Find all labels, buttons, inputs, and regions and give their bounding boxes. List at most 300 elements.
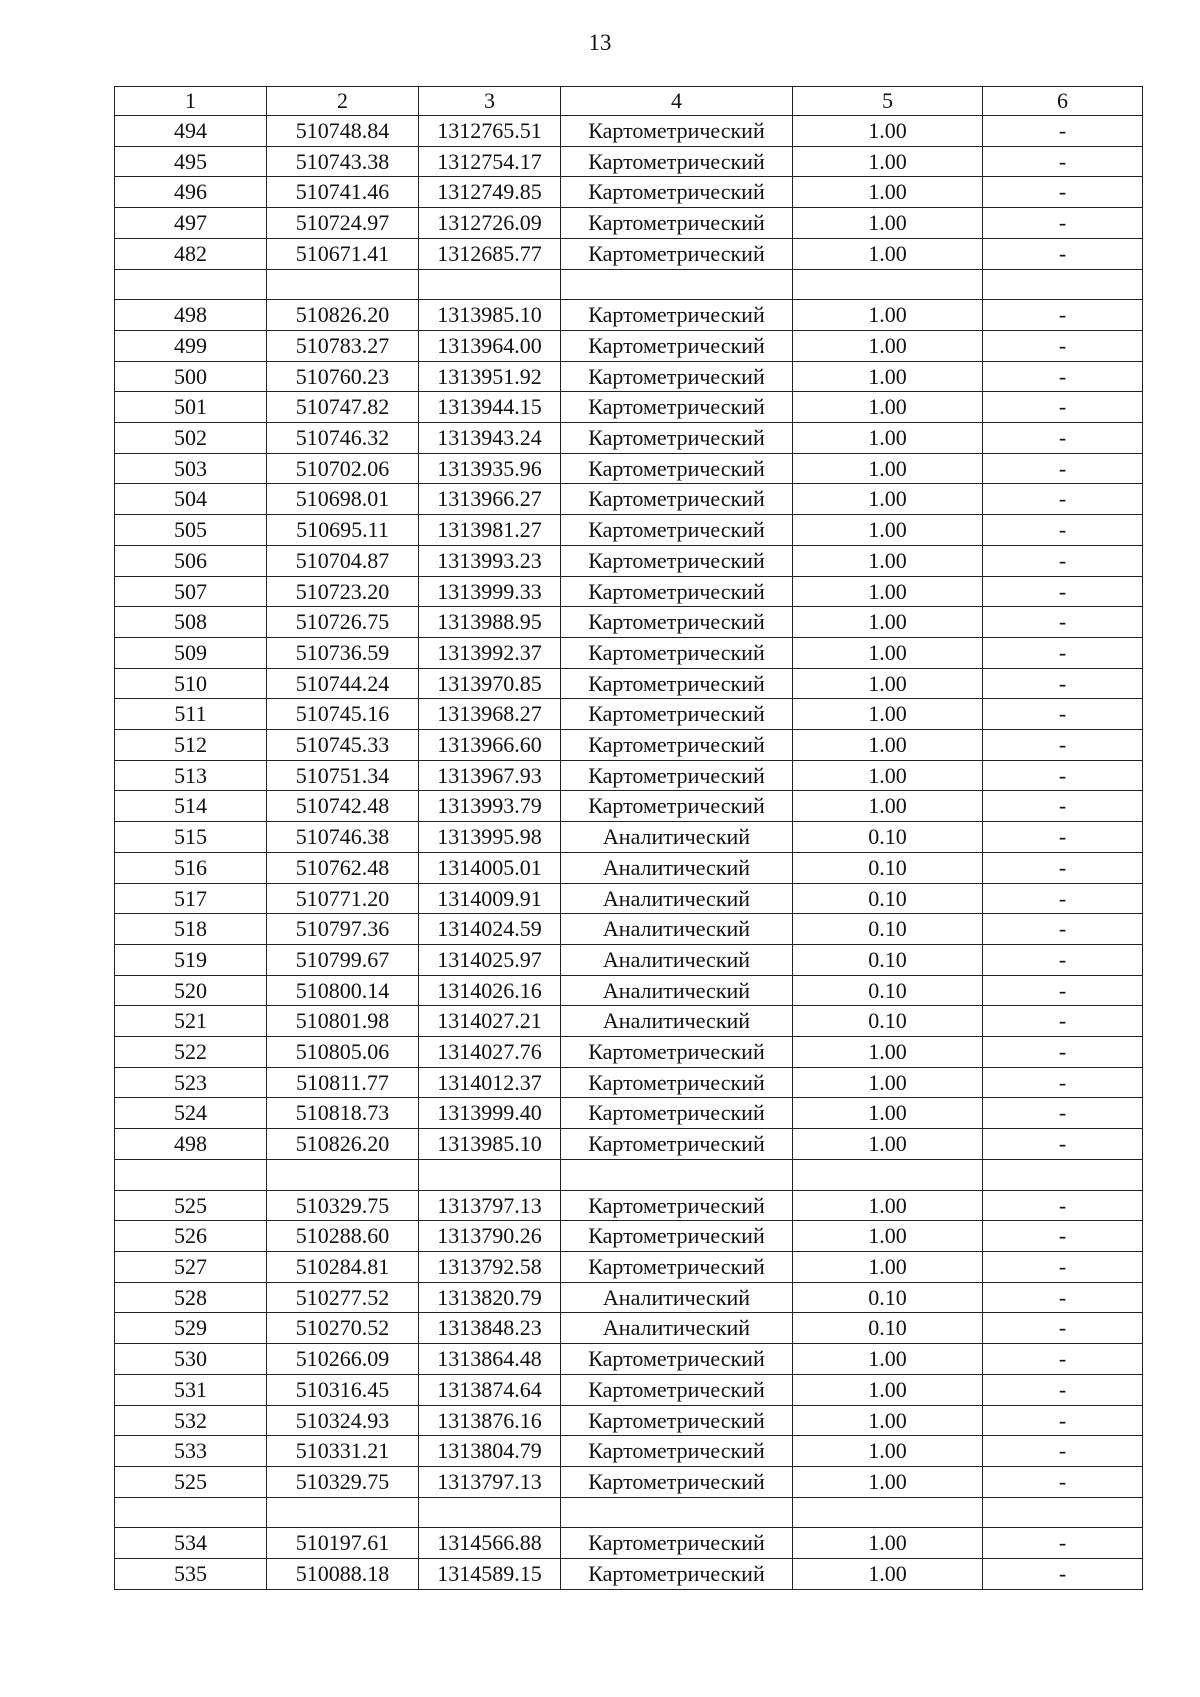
table-cell: Картометрический <box>561 1129 793 1160</box>
header-cell: 6 <box>983 87 1143 116</box>
table-cell: 533 <box>115 1436 267 1467</box>
table-cell: Картометрический <box>561 330 793 361</box>
table-cell: 499 <box>115 330 267 361</box>
table-cell: - <box>983 576 1143 607</box>
table-cell: 510741.46 <box>267 177 419 208</box>
table-row <box>115 914 1143 945</box>
table-cell: - <box>983 1129 1143 1160</box>
table-cell <box>793 1497 983 1528</box>
table-cell: Картометрический <box>561 300 793 331</box>
table-cell: - <box>983 1006 1143 1037</box>
table-cell: 1.00 <box>793 116 983 147</box>
table-cell: 532 <box>115 1405 267 1436</box>
table-row <box>115 392 1143 423</box>
table-cell: Картометрический <box>561 668 793 699</box>
table-cell: 509 <box>115 637 267 668</box>
table-cell: 500 <box>115 361 267 392</box>
table-cell: 535 <box>115 1559 267 1590</box>
table-cell <box>983 1159 1143 1190</box>
table-cell: 1.00 <box>793 423 983 454</box>
table-cell: 1.00 <box>793 699 983 730</box>
table-cell: 510805.06 <box>267 1037 419 1068</box>
table-row <box>115 944 1143 975</box>
table-cell: Картометрический <box>561 1559 793 1590</box>
table-cell: 1.00 <box>793 177 983 208</box>
table-cell: 524 <box>115 1098 267 1129</box>
table-cell: Картометрический <box>561 177 793 208</box>
table-cell: 501 <box>115 392 267 423</box>
table-cell: 1.00 <box>793 1405 983 1436</box>
table-cell: 1314025.97 <box>419 944 561 975</box>
table-row <box>115 1374 1143 1405</box>
table-cell: 1314024.59 <box>419 914 561 945</box>
table-cell: 0.10 <box>793 822 983 853</box>
page-number: 13 <box>588 30 612 55</box>
table-cell: 1313995.98 <box>419 822 561 853</box>
table-cell: - <box>983 1528 1143 1559</box>
table-cell: - <box>983 637 1143 668</box>
table-cell: 0.10 <box>793 852 983 883</box>
table-cell: Аналитический <box>561 1313 793 1344</box>
table-cell: 510724.97 <box>267 208 419 239</box>
table-cell: 1314027.76 <box>419 1037 561 1068</box>
table-cell: - <box>983 914 1143 945</box>
table-cell: 510751.34 <box>267 760 419 791</box>
table-cell: Картометрический <box>561 1037 793 1068</box>
table-cell: 1.00 <box>793 238 983 269</box>
table-cell: 510742.48 <box>267 791 419 822</box>
table-cell: 1313968.27 <box>419 699 561 730</box>
table-cell: Картометрический <box>561 637 793 668</box>
table-cell <box>419 1159 561 1190</box>
table-cell: 530 <box>115 1344 267 1375</box>
table-row <box>115 822 1143 853</box>
table-cell: 510746.38 <box>267 822 419 853</box>
table-cell: - <box>983 607 1143 638</box>
header-cell: 1 <box>115 87 267 116</box>
table-row <box>115 637 1143 668</box>
table-cell: 1.00 <box>793 791 983 822</box>
table-cell: 510726.75 <box>267 607 419 638</box>
table-row <box>115 1098 1143 1129</box>
table-cell: 510736.59 <box>267 637 419 668</box>
table-cell: Аналитический <box>561 1282 793 1313</box>
table-row <box>115 146 1143 177</box>
table-cell: Картометрический <box>561 453 793 484</box>
table-cell: - <box>983 1098 1143 1129</box>
table-row <box>115 668 1143 699</box>
table-row <box>115 1221 1143 1252</box>
table-cell: 510748.84 <box>267 116 419 147</box>
table-cell: 1313964.00 <box>419 330 561 361</box>
table-cell: - <box>983 668 1143 699</box>
table-cell: 1.00 <box>793 1221 983 1252</box>
table-cell: 510329.75 <box>267 1190 419 1221</box>
table-cell: 1314012.37 <box>419 1067 561 1098</box>
table-cell: 529 <box>115 1313 267 1344</box>
table-cell: 510 <box>115 668 267 699</box>
table-row <box>115 1436 1143 1467</box>
table-cell: 1.00 <box>793 300 983 331</box>
table-cell: Картометрический <box>561 392 793 423</box>
table-cell: 1.00 <box>793 146 983 177</box>
table-cell: 1313981.27 <box>419 515 561 546</box>
table-cell: 1.00 <box>793 392 983 423</box>
table-cell: 497 <box>115 208 267 239</box>
table-cell: 510671.41 <box>267 238 419 269</box>
table-cell: 525 <box>115 1190 267 1221</box>
table-row <box>115 515 1143 546</box>
table-cell <box>419 1497 561 1528</box>
table-cell: - <box>983 423 1143 454</box>
table-cell: - <box>983 1190 1143 1221</box>
table-cell: 510277.52 <box>267 1282 419 1313</box>
table-cell: Картометрический <box>561 1374 793 1405</box>
table-cell: 513 <box>115 760 267 791</box>
separator-row <box>115 1159 1143 1190</box>
table-cell: - <box>983 699 1143 730</box>
table-cell: 510284.81 <box>267 1251 419 1282</box>
table-cell <box>561 1159 793 1190</box>
table-row <box>115 545 1143 576</box>
table-cell: 1.00 <box>793 730 983 761</box>
table-row <box>115 852 1143 883</box>
table-cell: 1.00 <box>793 1129 983 1160</box>
table-cell: 1312765.51 <box>419 116 561 147</box>
table-cell: 510704.87 <box>267 545 419 576</box>
table-cell <box>793 1159 983 1190</box>
table-cell: Картометрический <box>561 791 793 822</box>
table-cell: 498 <box>115 300 267 331</box>
table-row <box>115 177 1143 208</box>
table-cell <box>115 1497 267 1528</box>
table-cell: 527 <box>115 1251 267 1282</box>
table-cell: 510826.20 <box>267 1129 419 1160</box>
table-cell: 510747.82 <box>267 392 419 423</box>
table-cell: 504 <box>115 484 267 515</box>
table-cell: 0.10 <box>793 975 983 1006</box>
table-row <box>115 576 1143 607</box>
table-cell: Аналитический <box>561 1006 793 1037</box>
table-row <box>115 1190 1143 1221</box>
table-cell: 510818.73 <box>267 1098 419 1129</box>
table-row <box>115 730 1143 761</box>
table-cell: 505 <box>115 515 267 546</box>
table-row <box>115 484 1143 515</box>
table-cell: 516 <box>115 852 267 883</box>
table-cell: 1313864.48 <box>419 1344 561 1375</box>
table-row <box>115 300 1143 331</box>
table-cell: 510698.01 <box>267 484 419 515</box>
table-cell: - <box>983 883 1143 914</box>
table-cell: 502 <box>115 423 267 454</box>
table-cell: 1312726.09 <box>419 208 561 239</box>
table-row <box>115 330 1143 361</box>
table-cell: 0.10 <box>793 883 983 914</box>
table-cell: - <box>983 208 1143 239</box>
table-cell: 510329.75 <box>267 1466 419 1497</box>
table-row <box>115 1067 1143 1098</box>
table-cell: 1313985.10 <box>419 1129 561 1160</box>
table-cell: 1313993.79 <box>419 791 561 822</box>
table-cell: - <box>983 177 1143 208</box>
table-cell: - <box>983 116 1143 147</box>
table-cell <box>419 269 561 300</box>
table-cell: Аналитический <box>561 975 793 1006</box>
table-cell: 510197.61 <box>267 1528 419 1559</box>
table-cell: - <box>983 515 1143 546</box>
table-cell: 510746.32 <box>267 423 419 454</box>
table-cell: 1313790.26 <box>419 1221 561 1252</box>
table-cell: 510288.60 <box>267 1221 419 1252</box>
table-row <box>115 208 1143 239</box>
header-cell: 2 <box>267 87 419 116</box>
table-cell: 1.00 <box>793 637 983 668</box>
table-cell: 510760.23 <box>267 361 419 392</box>
table-cell: 1.00 <box>793 208 983 239</box>
table-cell: Картометрический <box>561 423 793 454</box>
table-cell: 0.10 <box>793 944 983 975</box>
table-cell: 510811.77 <box>267 1067 419 1098</box>
table-row <box>115 1006 1143 1037</box>
table-cell: Картометрический <box>561 760 793 791</box>
table-cell: Аналитический <box>561 944 793 975</box>
table-cell <box>267 1159 419 1190</box>
table-cell: 1.00 <box>793 1344 983 1375</box>
table-cell: Картометрический <box>561 607 793 638</box>
table-row <box>115 607 1143 638</box>
table-cell: 1.00 <box>793 668 983 699</box>
table-cell: 1314026.16 <box>419 975 561 1006</box>
table-row <box>115 423 1143 454</box>
table-cell: Аналитический <box>561 822 793 853</box>
table-row <box>115 791 1143 822</box>
table-cell: 1.00 <box>793 1098 983 1129</box>
table-row <box>115 1466 1143 1497</box>
table-cell: - <box>983 453 1143 484</box>
table-cell: 498 <box>115 1129 267 1160</box>
table-cell <box>115 1159 267 1190</box>
table-cell: Картометрический <box>561 1528 793 1559</box>
table-cell: 1313985.10 <box>419 300 561 331</box>
table-cell: 503 <box>115 453 267 484</box>
table-cell <box>561 1497 793 1528</box>
table-cell: - <box>983 1466 1143 1497</box>
table-cell: - <box>983 852 1143 883</box>
table-cell: - <box>983 1313 1143 1344</box>
table-row <box>115 699 1143 730</box>
table-cell: 510826.20 <box>267 300 419 331</box>
table-cell: 1.00 <box>793 760 983 791</box>
separator-row <box>115 269 1143 300</box>
table-cell: - <box>983 1405 1143 1436</box>
table-cell: 510324.93 <box>267 1405 419 1436</box>
table-row <box>115 361 1143 392</box>
table-cell: - <box>983 1374 1143 1405</box>
table-cell: 520 <box>115 975 267 1006</box>
table-cell: 510800.14 <box>267 975 419 1006</box>
table-cell: Картометрический <box>561 1344 793 1375</box>
table-row <box>115 1344 1143 1375</box>
table-cell: 0.10 <box>793 914 983 945</box>
table-cell: 1.00 <box>793 1067 983 1098</box>
table-cell: 510270.52 <box>267 1313 419 1344</box>
table-cell: - <box>983 1067 1143 1098</box>
table-cell: 1.00 <box>793 330 983 361</box>
table-cell: - <box>983 791 1143 822</box>
table-cell: 1313943.24 <box>419 423 561 454</box>
header-cell: 4 <box>561 87 793 116</box>
table-cell: Картометрический <box>561 1190 793 1221</box>
table-cell: 1.00 <box>793 1559 983 1590</box>
table-cell: 1313966.27 <box>419 484 561 515</box>
table-cell: - <box>983 238 1143 269</box>
table-cell: - <box>983 1436 1143 1467</box>
table-cell: 1.00 <box>793 453 983 484</box>
table-cell: 1.00 <box>793 361 983 392</box>
table-cell: 1313944.15 <box>419 392 561 423</box>
table-cell: 510745.16 <box>267 699 419 730</box>
table-cell: Картометрический <box>561 146 793 177</box>
table-cell: 496 <box>115 177 267 208</box>
table-row <box>115 1405 1143 1436</box>
table-row <box>115 238 1143 269</box>
table-row <box>115 760 1143 791</box>
table-cell: 1313993.23 <box>419 545 561 576</box>
table-cell <box>115 269 267 300</box>
table-cell <box>267 269 419 300</box>
table-cell: 512 <box>115 730 267 761</box>
table-cell: 1.00 <box>793 484 983 515</box>
table-cell: 510797.36 <box>267 914 419 945</box>
table-cell: 1.00 <box>793 1436 983 1467</box>
table-cell: Картометрический <box>561 238 793 269</box>
table-cell: - <box>983 484 1143 515</box>
table-cell: 1314589.15 <box>419 1559 561 1590</box>
table-row <box>115 975 1143 1006</box>
table-cell: 510088.18 <box>267 1559 419 1590</box>
table-row <box>115 1282 1143 1313</box>
table-cell: - <box>983 392 1143 423</box>
table-cell: 1.00 <box>793 1528 983 1559</box>
table-cell: - <box>983 361 1143 392</box>
table-cell: 534 <box>115 1528 267 1559</box>
table-cell: 1.00 <box>793 1466 983 1497</box>
table-cell: 510799.67 <box>267 944 419 975</box>
table-cell: 0.10 <box>793 1313 983 1344</box>
table-row <box>115 453 1143 484</box>
table-cell: 1313988.95 <box>419 607 561 638</box>
table-cell <box>983 269 1143 300</box>
table-cell: 1.00 <box>793 545 983 576</box>
table-cell: Картометрический <box>561 1251 793 1282</box>
table-cell: Картометрический <box>561 730 793 761</box>
table-cell: Картометрический <box>561 1221 793 1252</box>
table-cell: 1313999.33 <box>419 576 561 607</box>
table-cell: 510702.06 <box>267 453 419 484</box>
table-cell: 1313967.93 <box>419 760 561 791</box>
table-cell: 1313992.37 <box>419 637 561 668</box>
table-cell: - <box>983 545 1143 576</box>
table-cell: 525 <box>115 1466 267 1497</box>
table-cell: 510801.98 <box>267 1006 419 1037</box>
table-cell: 1313966.60 <box>419 730 561 761</box>
table-cell: 523 <box>115 1067 267 1098</box>
table-cell: 510743.38 <box>267 146 419 177</box>
table-cell: 531 <box>115 1374 267 1405</box>
table-cell: Картометрический <box>561 576 793 607</box>
table-cell: 528 <box>115 1282 267 1313</box>
table-cell: 1313935.96 <box>419 453 561 484</box>
table-cell <box>561 269 793 300</box>
table-cell: - <box>983 975 1143 1006</box>
table-cell: - <box>983 1344 1143 1375</box>
table-cell: 515 <box>115 822 267 853</box>
table-cell: 1313804.79 <box>419 1436 561 1467</box>
table-cell: Картометрический <box>561 545 793 576</box>
table-cell: 510266.09 <box>267 1344 419 1375</box>
table-cell: 507 <box>115 576 267 607</box>
table-cell: Картометрический <box>561 1436 793 1467</box>
table-cell: 0.10 <box>793 1282 983 1313</box>
table-cell: 519 <box>115 944 267 975</box>
table-cell: 1.00 <box>793 1251 983 1282</box>
table-cell: 510723.20 <box>267 576 419 607</box>
table-cell: 510331.21 <box>267 1436 419 1467</box>
table-cell: 506 <box>115 545 267 576</box>
table-cell: 1.00 <box>793 607 983 638</box>
table-cell: 1313951.92 <box>419 361 561 392</box>
separator-row <box>115 1497 1143 1528</box>
table-cell: Аналитический <box>561 852 793 883</box>
table-cell: 482 <box>115 238 267 269</box>
table-cell: 514 <box>115 791 267 822</box>
table-cell: Картометрический <box>561 484 793 515</box>
table-cell: Картометрический <box>561 208 793 239</box>
table-cell: 495 <box>115 146 267 177</box>
header-cell: 5 <box>793 87 983 116</box>
table-cell: Аналитический <box>561 914 793 945</box>
table-cell <box>983 1497 1143 1528</box>
table-cell: 1313848.23 <box>419 1313 561 1344</box>
table-cell: 508 <box>115 607 267 638</box>
table-cell: 1.00 <box>793 1037 983 1068</box>
table-cell: - <box>983 330 1143 361</box>
table-cell: 1314027.21 <box>419 1006 561 1037</box>
table-cell <box>793 269 983 300</box>
table-cell: Картометрический <box>561 1405 793 1436</box>
table-cell: 1.00 <box>793 576 983 607</box>
table-cell: 521 <box>115 1006 267 1037</box>
table-cell: - <box>983 1037 1143 1068</box>
table-cell: 0.10 <box>793 1006 983 1037</box>
table-cell: 510762.48 <box>267 852 419 883</box>
table-cell: 1313970.85 <box>419 668 561 699</box>
table-cell: 510316.45 <box>267 1374 419 1405</box>
header-row <box>115 87 1143 116</box>
table-cell: 510695.11 <box>267 515 419 546</box>
table-cell: 1313820.79 <box>419 1282 561 1313</box>
header-cell: 3 <box>419 87 561 116</box>
table-cell: 494 <box>115 116 267 147</box>
coordinates-table <box>114 86 1143 1590</box>
table-cell: - <box>983 146 1143 177</box>
table-cell: 1313797.13 <box>419 1190 561 1221</box>
table-row <box>115 116 1143 147</box>
table-cell: 1313999.40 <box>419 1098 561 1129</box>
table-cell: 1314009.91 <box>419 883 561 914</box>
table-cell: Аналитический <box>561 883 793 914</box>
